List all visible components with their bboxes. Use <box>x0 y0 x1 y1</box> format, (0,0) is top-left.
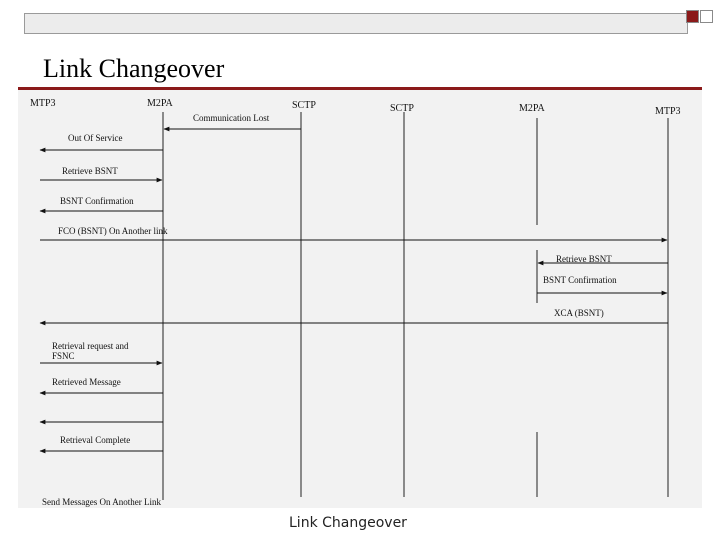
msg-xca-bsnt: XCA (BSNT) <box>554 308 604 318</box>
entity-label-sctp-right: SCTP <box>390 103 414 114</box>
msg-out-of-service: Out Of Service <box>68 133 123 143</box>
entity-label-m2pa-right: M2PA <box>519 103 545 114</box>
slide-title: Link Changeover <box>43 54 225 83</box>
entity-label-mtp3-left: MTP3 <box>30 98 56 109</box>
msg-communication-lost: Communication Lost <box>193 113 270 123</box>
msg-retrieve-bsnt-left: Retrieve BSNT <box>62 166 118 176</box>
entity-label-m2pa-left: M2PA <box>147 98 173 109</box>
msg-send-messages: Send Messages On Another Link <box>42 497 161 507</box>
msg-bsnt-confirmation-right: BSNT Confirmation <box>543 275 617 285</box>
msg-retrieval-request-line2: FSNC <box>52 351 75 361</box>
msg-retrieval-complete: Retrieval Complete <box>60 435 131 445</box>
msg-bsnt-confirmation-left: BSNT Confirmation <box>60 196 134 206</box>
diagram-caption: Link Changeover <box>289 515 407 531</box>
entity-label-sctp-left: SCTP <box>292 100 316 111</box>
msg-fco-bsnt: FCO (BSNT) On Another link <box>58 226 168 236</box>
msg-retrieved-message: Retrieved Message <box>52 377 121 387</box>
entity-label-mtp3-right: MTP3 <box>655 106 681 117</box>
msg-retrieval-request-line1: Retrieval request and <box>52 341 129 351</box>
msg-retrieve-bsnt-right: Retrieve BSNT <box>556 254 612 264</box>
